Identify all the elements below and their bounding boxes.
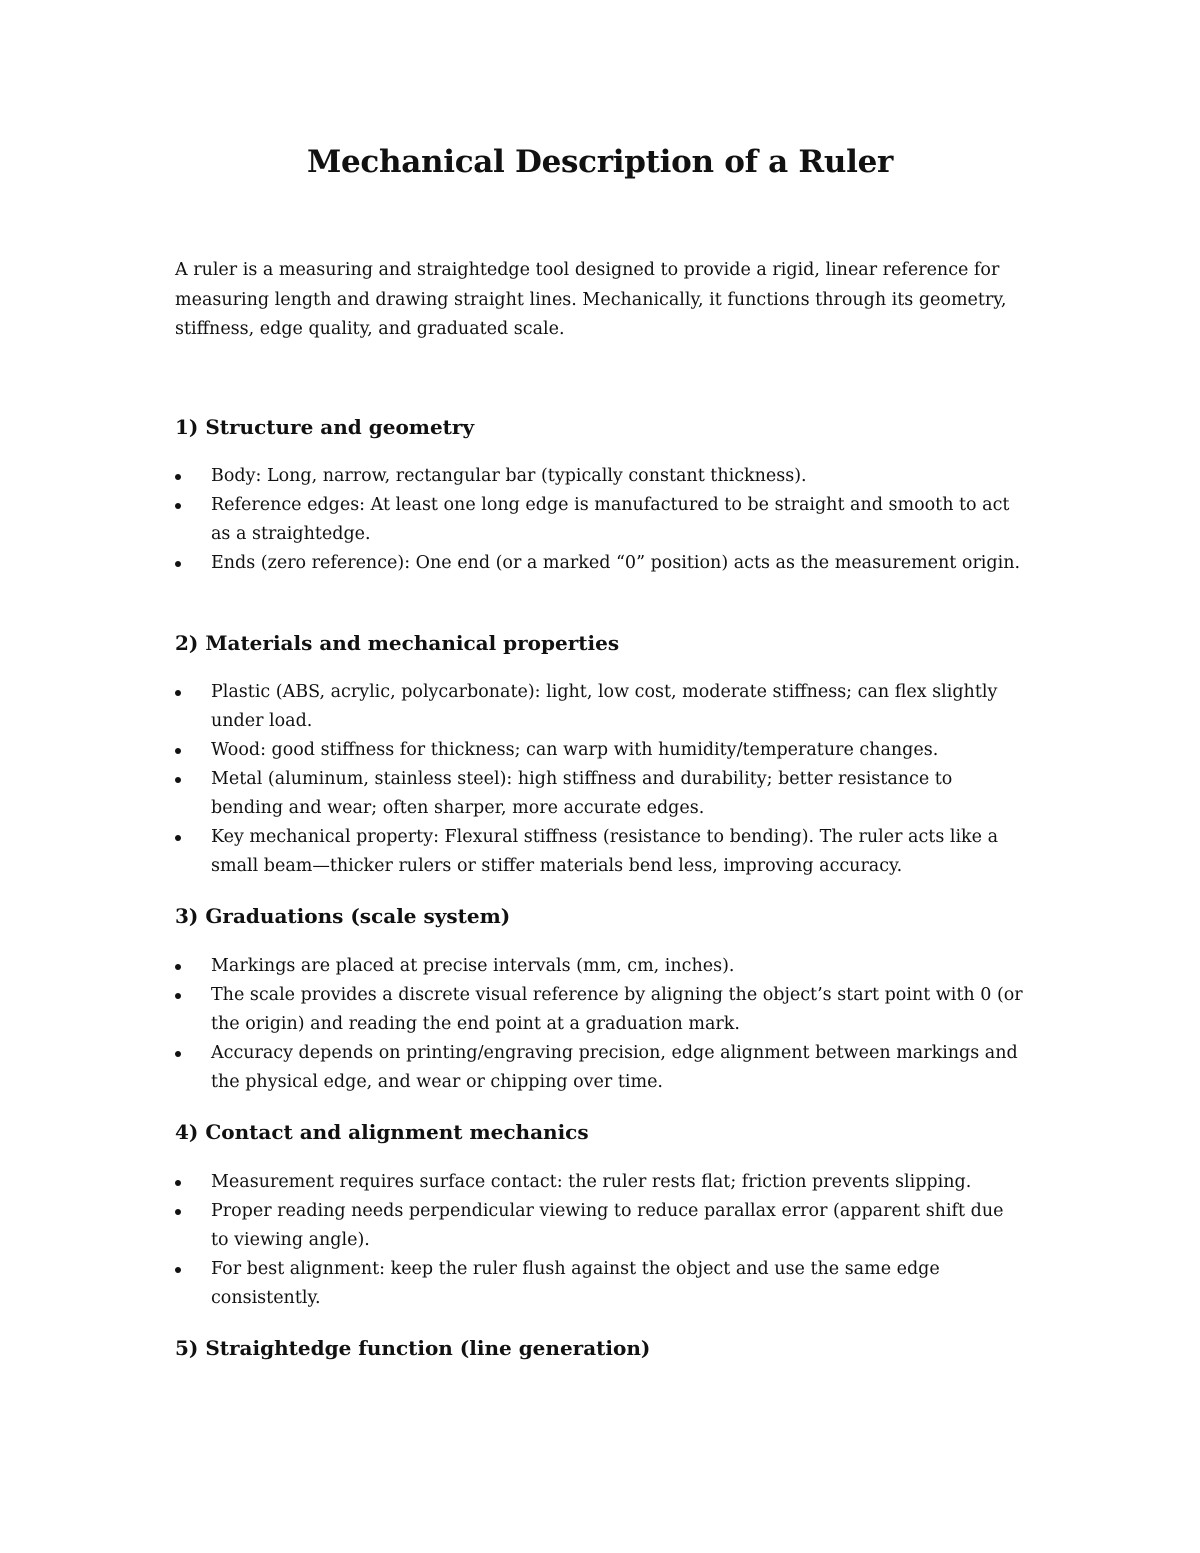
list-item: Proper reading needs perpendicular viewing to reduce parallax error (apparent shift due to viewing angle). xyxy=(175,1197,1025,1255)
list-item: For best alignment: keep the ruler flush against the object and use the same edge consistently. xyxy=(175,1255,1025,1313)
bullet-icon xyxy=(175,835,181,841)
bullet-icon xyxy=(175,1209,181,1215)
section-heading-graduations: 3) Graduations (scale system) xyxy=(175,904,511,928)
intro-paragraph: A ruler is a measuring and straightedge tool designed to provide a rigid, linear reference for measuring length and drawing straight lines. Mechanically, it functions through its geometry, stiffness, edge quality, and graduated scale. xyxy=(175,260,1007,339)
list-item: Accuracy depends on printing/engraving precision, edge alignment between markings and the physical edge, and wear or chipping over time. xyxy=(175,1039,1025,1097)
list-item: Reference edges: At least one long edge is manufactured to be straight and smooth to act as a straightedge. xyxy=(175,491,1025,549)
section-heading-contact: 4) Contact and alignment mechanics xyxy=(175,1120,589,1144)
bullet-icon xyxy=(175,503,181,509)
list-item: Body: Long, narrow, rectangular bar (typically constant thickness). xyxy=(175,462,1025,491)
bullet-icon xyxy=(175,993,181,999)
bullet-icon xyxy=(175,964,181,970)
list-item: Ends (zero reference): One end (or a marked “0” position) acts as the measurement origin. xyxy=(175,549,1025,578)
list-item: Wood: good stiffness for thickness; can warp with humidity/temperature changes. xyxy=(175,736,1025,765)
bullet-icon xyxy=(175,1267,181,1273)
bullet-list-materials xyxy=(175,678,1025,881)
list-item: The scale provides a discrete visual reference by aligning the object’s start point with 0 (or the origin) and reading the end point at a graduation mark. xyxy=(175,981,1025,1039)
bullet-list-graduations xyxy=(175,952,1025,1097)
list-item: Markings are placed at precise intervals (mm, cm, inches). xyxy=(175,952,1025,981)
list-item: Key mechanical property: Flexural stiffness (resistance to bending). The ruler acts like a small beam—thicker rulers or stiffer materials bend less, improving accuracy. xyxy=(175,823,1025,881)
bullet-icon xyxy=(175,690,181,696)
list-item: Metal (aluminum, stainless steel): high stiffness and durability; better resistance to bending and wear; often sharper, more accurate edges. xyxy=(175,765,1025,823)
section-heading-straightedge: 5) Straightedge function (line generation) xyxy=(175,1336,651,1360)
bullet-icon xyxy=(175,1180,181,1186)
bullet-icon xyxy=(175,561,181,567)
bullet-list-contact xyxy=(175,1168,1025,1313)
bullet-icon xyxy=(175,777,181,783)
bullet-icon xyxy=(175,474,181,480)
list-item: Measurement requires surface contact: the ruler rests flat; friction prevents slipping. xyxy=(175,1168,1025,1197)
bullet-list-structure xyxy=(175,462,1025,578)
section-heading-materials: 2) Materials and mechanical properties xyxy=(175,631,620,655)
list-item: Plastic (ABS, acrylic, polycarbonate): light, low cost, moderate stiffness; can flex slightly under load. xyxy=(175,678,1025,736)
section-heading-structure: 1) Structure and geometry xyxy=(175,415,475,439)
page-title: Mechanical Description of a Ruler xyxy=(306,144,894,180)
bullet-icon xyxy=(175,748,181,754)
bullet-icon xyxy=(175,1051,181,1057)
